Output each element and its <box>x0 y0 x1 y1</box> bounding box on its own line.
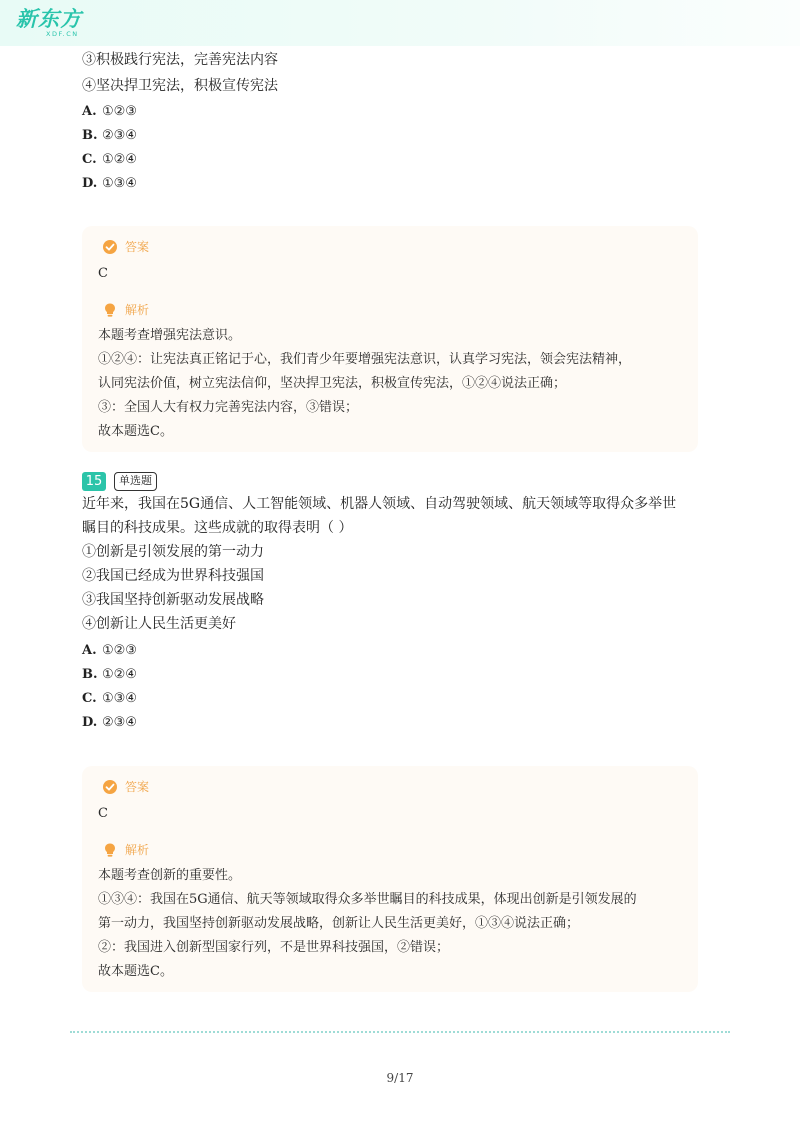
header-band <box>0 0 800 46</box>
q15-stem-line: 近年来，我国在5G通信、人工智能领域、机器人领域、自动驾驶领域、航天领域等取得众多举世 <box>82 496 677 512</box>
q15-option-c[interactable] <box>82 690 137 708</box>
option-text: ①③④ <box>102 176 137 191</box>
option-letter: A. <box>82 104 97 119</box>
option-letter: B. <box>82 128 98 143</box>
option-letter: D. <box>82 715 98 730</box>
q15-option-a[interactable] <box>82 642 137 660</box>
q14-statement-4: ④坚决捍卫宪法，积极宣传宪法 <box>82 78 278 94</box>
option-text: ②③④ <box>102 715 137 730</box>
analysis-heading <box>102 301 149 319</box>
q14-answer-box <box>82 226 698 452</box>
q14-option-a[interactable] <box>82 103 137 121</box>
page-number: 9/17 <box>386 1071 414 1085</box>
q14-option-d[interactable] <box>82 175 137 193</box>
q14-option-b[interactable] <box>82 127 137 145</box>
q15-answer-box <box>82 766 698 992</box>
analysis-line: ①③④：我国在5G通信、航天等领域取得众多举世瞩目的科技成果，体现出创新是引领发展的 <box>98 892 637 907</box>
analysis-line: 认同宪法价值，树立宪法信仰，坚决捍卫宪法，积极宣传宪法，①②④说法正确； <box>98 376 567 391</box>
q15-option-d[interactable] <box>82 714 137 732</box>
option-text: ①②④ <box>102 152 137 167</box>
q15-statement-1: ①创新是引领发展的第一动力 <box>82 544 264 560</box>
q15-statement-3: ③我国坚持创新驱动发展战略 <box>82 592 264 608</box>
q15-stem-line: 瞩目的科技成果。这些成就的取得表明（ ） <box>82 520 353 536</box>
q14-statement-3: ③积极践行宪法，完善宪法内容 <box>82 52 278 68</box>
option-letter: C. <box>82 691 97 706</box>
footer-divider <box>70 1031 730 1033</box>
q15-option-b[interactable] <box>82 666 137 684</box>
brand-logo <box>16 8 106 42</box>
answer-heading <box>102 238 149 256</box>
option-text: ①②③ <box>102 104 137 119</box>
option-letter: C. <box>82 152 97 167</box>
q15-statement-4: ④创新让人民生活更美好 <box>82 616 236 632</box>
analysis-line: ①②④：让宪法真正铭记于心，我们青少年要增强宪法意识，认真学习宪法，领会宪法精神， <box>98 352 632 367</box>
lightbulb-icon <box>102 842 118 858</box>
analysis-heading <box>102 841 149 859</box>
analysis-label: 解析 <box>125 303 150 317</box>
check-circle-icon <box>102 779 118 795</box>
analysis-line: 第一动力，我国坚持创新驱动发展战略，创新让人民生活更美好，①③④说法正确； <box>98 916 580 931</box>
option-text: ①②③ <box>102 643 137 658</box>
analysis-line: ③：全国人大有权力完善宪法内容，③错误； <box>98 400 359 415</box>
analysis-line: 本题考查增强宪法意识。 <box>98 328 242 343</box>
option-letter: B. <box>82 667 98 682</box>
check-circle-icon <box>102 239 118 255</box>
q15-statement-2: ②我国已经成为世界科技强国 <box>82 568 264 584</box>
option-letter: D. <box>82 176 98 191</box>
answer-label: 答案 <box>125 240 150 254</box>
analysis-line: 本题考查创新的重要性。 <box>98 868 242 883</box>
answer-value: C <box>98 806 108 821</box>
answer-label: 答案 <box>125 780 150 794</box>
option-text: ①②④ <box>102 667 137 682</box>
question-type-badge: 单选题 <box>114 472 157 491</box>
logo-subtext: XDF.CN <box>46 30 79 38</box>
answer-value: C <box>98 266 108 281</box>
analysis-line: 故本题选C。 <box>98 424 173 439</box>
lightbulb-icon <box>102 302 118 318</box>
question-number-badge: 15 <box>82 472 106 491</box>
answer-heading <box>102 778 149 796</box>
option-text: ①③④ <box>102 691 137 706</box>
logo-text: 新东方 <box>16 7 82 31</box>
option-text: ②③④ <box>102 128 137 143</box>
option-letter: A. <box>82 643 97 658</box>
analysis-label: 解析 <box>125 843 150 857</box>
analysis-line: ②：我国进入创新型国家行列，不是世界科技强国，②错误； <box>98 940 450 955</box>
q14-option-c[interactable] <box>82 151 137 169</box>
analysis-line: 故本题选C。 <box>98 964 173 979</box>
